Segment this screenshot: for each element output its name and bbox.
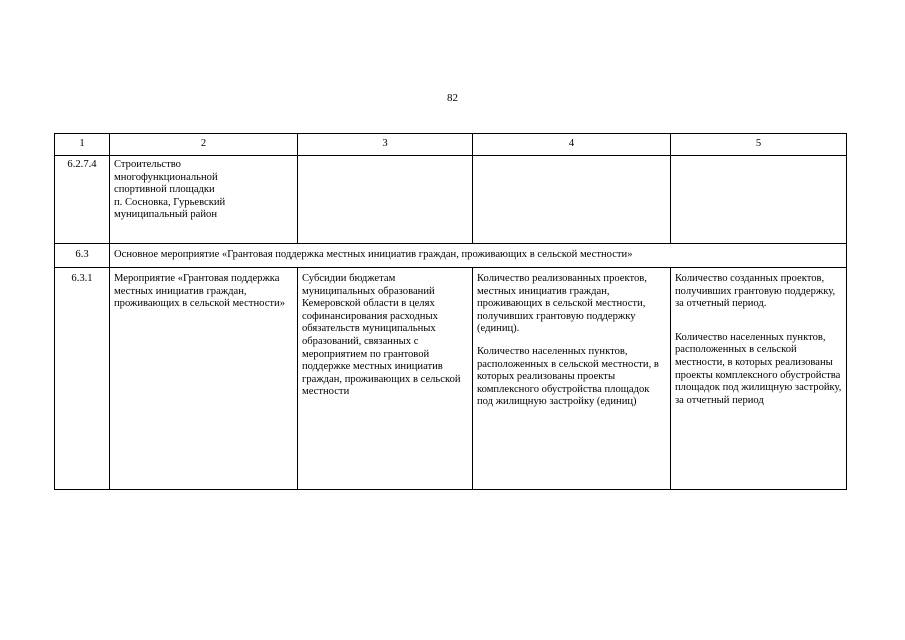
result-paragraph: Количество созданных проектов, получивших грантовую поддержку, за отчетный период. [675, 273, 836, 310]
indicator-paragraph: Количество реализованных проектов, местных инициатив граждан, проживающих в сельской местности, получивших грантовую поддержку (единиц). [477, 273, 647, 335]
result-paragraph: Количество населенных пунктов, расположенных в сельской местности, в которых реализованы проекты комплексного обустройства площадок под жилищную застройку, за отчетный период [675, 331, 842, 406]
activity-line: многофункциональной [114, 171, 218, 183]
header-cell-4: 4 [473, 134, 671, 156]
table-header-row [55, 134, 847, 156]
header-cell-2: 2 [110, 134, 298, 156]
indicator-paragraph: Количество населенных пунктов, расположенных в сельской местности, в которых реализованы проекты комплексного обустройства площадок под жилищную застройку (единиц) [477, 345, 659, 408]
row-activity: Мероприятие «Грантовая поддержка местных инициатив граждан, проживающих в сельской местности» [110, 268, 298, 490]
header-cell-5: 5 [671, 134, 847, 156]
header-cell-1: 1 [55, 134, 110, 156]
activity-line: Строительство [114, 159, 181, 170]
row-number: 6.2.7.4 [55, 156, 110, 244]
header-cell-3: 3 [298, 134, 473, 156]
main-activity-title: Основное мероприятие «Грантовая поддержка местных инициатив граждан, проживающих в сельской местности» [110, 244, 847, 268]
activity-line: муниципальный район [114, 209, 217, 221]
table-row [55, 268, 847, 490]
program-table [54, 133, 847, 490]
page-number: 82 [447, 92, 458, 104]
row-results [671, 268, 847, 490]
activity-line: п. Сосновка, Гурьевский [114, 196, 226, 208]
table-row [55, 244, 847, 268]
row-subsidy-description: Субсидии бюджетам муниципальных образований Кемеровской области в целях софинансирования расходных обязательств муниципальных образований, связанных с мероприятием по грантовой поддержке местных инициатив граждан, проживающих в сельской местности [298, 268, 473, 490]
row-number: 6.3 [55, 244, 110, 268]
table-row [55, 156, 847, 244]
row-empty-cell [671, 156, 847, 244]
row-empty-cell [473, 156, 671, 244]
row-activity [110, 156, 298, 244]
activity-line: спортивной площадки [114, 184, 215, 196]
row-number: 6.3.1 [55, 268, 110, 490]
row-empty-cell [298, 156, 473, 244]
row-indicators [473, 268, 671, 490]
